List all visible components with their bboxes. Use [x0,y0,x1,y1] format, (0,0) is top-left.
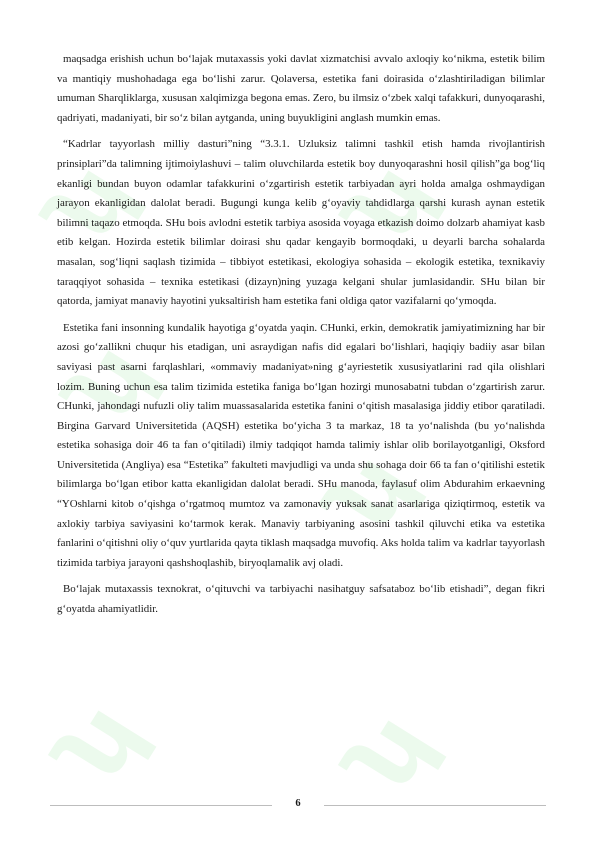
page-footer [50,798,546,814]
watermark-mark: ʮ [29,148,152,257]
watermark-mark: ʮ [309,438,432,547]
watermark-mark: ʮ [329,698,452,807]
page-number: 6 [295,798,301,809]
watermark-mark: ʮ [329,148,452,257]
document-body [57,50,545,627]
paragraph: maqsadga erishish uchun boʻlajak mutaxassis yoki davlat xizmatchisi avvalo axloqiy koʻnikma, estetik bilim va mantiqiy mushohadaga ega boʻlishi zarur. Qolaversa, estetika fani doirasida oʻzlashtiriladigan bilimlar umuman Sharqliklarga, xususan xalqimizga begona emas. Zero, bu ilmsiz oʻzbek xalqi tafakkuri, dunyoqarashi, qadriyati, madaniyati, bir soʻz bilan aytganda, uning buyukligini anglash mumkin emas. [57,53,545,124]
paragraph: “Kadrlar tayyorlash milliy dasturi”ning “3.3.1. Uzluksiz talimni tashkil etish hamda rivojlantirish prinsiplari”da talimning ijtimoiylashuvi – talim oluvchilarda estetik boy dunyoqarashni hosil qilish”ga bogʻliq ekanligi bundan buyon odamlar tafakkurini oʻzgartirish estetik tarbiyadan ayri holda amalga oshmaydigan jarayon ekanligidan dalolat beradi. Bugungi kunga kelib gʻoyaviy tahdidlarga qarshi kurash aynan estetik bilimni taqazo etmoqda. SHu bois avlodni estetik tarbiya asosida voyaga etkazish doimo dolzarb ahamiyat kasb etib kelgan. Hozirda estetik bilimlar doirasi shu qadar kengayib bormoqdaki, u deyarli barcha sohalarda masalan, sogʻliqni saqlash tizimida – tibbiyot estetikasi, ekologiya sohasida – ekologik estetika, texnikaviy taraqqiyot sohasida – texnika estetikasi (dizayn)ning yuzaga kelgani shular jumlasidandir. SHu bilan bir qatorda, jamiyat manaviy hayotini yuksaltirish ham estetika fani oldiga qator vazifalarni qoʻymoqda. [57,138,545,308]
paragraph: Boʻlajak mutaxassis texnokrat, oʻqituvchi va tarbiyachi nasihatguy safsataboz boʻlib etishadi”, degan fikri gʻoyatda ahamiyatlidir. [57,583,545,616]
paragraph: Estetika fani insonning kundalik hayotiga gʻoyatda yaqin. CHunki, erkin, demokratik jamiyatimizning har bir azosi goʻzallikni chuqur his etadigan, uni asraydigan nafis did egalari boʻlishlari, haqiqiy badiiy asar bilan saviyasi past asarni farqlashlari, «ommaviy madaniyat»ning gʻayriestetik xususiyatlarini rad qila olishlari lozim. Buning uchun esa talim tizimida estetika faniga boʻlgan hozirgi munosabatni tubdan oʻzgartirish zarur. CHunki, jahondagi nufuzli oliy talim muassasalarida estetika fanini oʻqitish masalasiga jiddiy etibor qaratiladi. Birgina Garvard Universitetida (AQSH) estetika boʻyicha 3 ta markaz, 18 ta yoʻnalishda (bu yoʻnalishda estetika sohasiga doir 46 ta fan oʻqitiladi) ilmiy tadqiqot hamda talimiy ishlar olib borilayotganligi, Oksford Universitetida (Angliya) esa “Estetika” fakulteti mavjudligi va unda shu sohaga doir 66 ta fan oʻqitilishi estetik bilimlarga boʻlgan etibor katta ekanligidan dalolat beradi. SHu manoda, faylasuf olim Abdurahim erkaevning “YOshlarni kitob oʻqishga oʻrgatmoq mumtoz va zamonaviy yuksak sanat asarlariga qiziqtirmoq, estetik va axlokiy tarbiya saviyasini koʻtarmok kerak. Manaviy tarbiyaning asosini tashkil qiluvchi etika va estetika fanlarini oʻqitishni oliy oʻquv yurtlarida qayta tiklash maqsadga muvofiq. Aks holda talim va kadrlar tayyorlash tizimida tarbiya jarayoni qashshoqlashib, biryoqlamalik avj oladi. [57,321,545,569]
watermark-mark: ʮ [49,328,172,437]
watermark-mark: ʮ [39,688,162,797]
footer-divider-right [324,805,546,806]
